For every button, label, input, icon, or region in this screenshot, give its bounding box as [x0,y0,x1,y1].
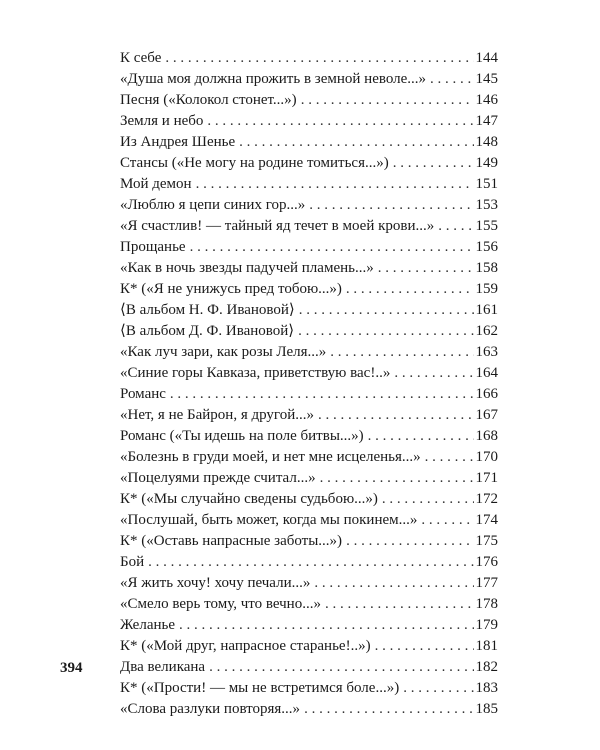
toc-leader-dots [165,48,473,69]
toc-entry-page: 168 [475,428,498,444]
toc-entry [120,342,498,363]
toc-entry-page: 164 [475,365,498,381]
toc-entry [120,111,498,132]
toc-entry-page: 163 [475,344,498,360]
toc-entry-page: 158 [475,260,498,276]
toc-entry-page: 175 [475,533,498,549]
toc-entry-page: 151 [475,176,498,192]
toc-entry-page: 170 [475,449,498,465]
toc-entry [120,594,498,615]
toc-entry-title: К* («Мой друг, напрасное старанье!..») [120,638,371,654]
toc-leader-dots [330,342,473,363]
toc-leader-dots [393,153,474,174]
toc-entry-page: 145 [475,71,498,87]
toc-entry-title: Песня («Колокол стонет...») [120,92,297,108]
toc-entry-title: Прощанье [120,239,186,255]
toc-entry-title: К* («Оставь напрасные заботы...») [120,533,343,549]
toc-entry-page: 177 [475,575,498,591]
toc-entry-page: 178 [475,596,498,612]
toc-entry-title: «Я жить хочу! хочу печали...» [120,575,311,591]
page-number: 394 [60,660,83,676]
toc-entry-page: 159 [475,281,498,297]
toc-entry-title: К* («Я не унижусь пред тобою...») [120,281,342,297]
toc-entry-page: 174 [475,512,498,528]
toc-entry [120,573,498,594]
toc-entry [120,195,498,216]
toc-entry-title: «Люблю я цепи синих гор...» [120,197,306,213]
toc-leader-dots [425,447,474,468]
toc-entry-page: 161 [475,302,498,318]
toc-leader-dots [179,615,473,636]
toc-entry [120,447,498,468]
toc-entry [120,321,498,342]
toc-entry [120,174,498,195]
toc-entry [120,552,498,573]
toc-leader-dots [320,468,474,489]
toc-leader-dots [196,174,474,195]
toc-entry-title: Романс [120,386,166,402]
toc-entry-page: 148 [475,134,498,150]
toc-entry [120,510,498,531]
toc-leader-dots [304,699,473,720]
toc-entry-page: 182 [475,659,498,675]
toc-leader-dots [346,279,474,300]
toc-entry-page: 146 [475,92,498,108]
toc-entry-title: К* («Мы случайно сведены судьбою...») [120,491,378,507]
toc-entry [120,489,498,510]
toc-entry [120,279,498,300]
toc-entry-page: 181 [475,638,498,654]
toc-entry [120,48,498,69]
toc-leader-dots [314,573,473,594]
toc-entry-page: 153 [475,197,498,213]
toc-entry-title: Из Андрея Шенье [120,134,236,150]
toc-entry-title: «Поцелуями прежде считал...» [120,470,316,486]
toc-entry-title: Два великана [120,659,206,675]
toc-entry-title: «Смело верь тому, что вечно...» [120,596,321,612]
toc-entry [120,216,498,237]
toc-leader-dots [438,216,473,237]
toc-leader-dots [394,363,473,384]
toc-entry-page: 144 [475,50,498,66]
toc-entry-page: 183 [475,680,498,696]
toc-leader-dots [190,237,474,258]
toc-entry [120,300,498,321]
toc-entry-title: «Я счастлив! — тайный яд течет в моей крови...» [120,218,435,234]
toc-entry-title: Желанье [120,617,176,633]
toc-entry [120,657,498,678]
table-of-contents [120,48,498,720]
toc-entry-page: 171 [475,470,498,486]
toc-entry-title: ⟨В альбом Н. Ф. Ивановой⟩ [120,302,295,318]
toc-entry-page: 166 [475,386,498,402]
toc-leader-dots [207,111,473,132]
toc-entry-title: «Слова разлуки повторяя...» [120,701,301,717]
toc-entry-title: Мой демон [120,176,192,192]
toc-leader-dots [325,594,474,615]
toc-leader-dots [299,300,474,321]
toc-leader-dots [148,552,473,573]
toc-entry [120,132,498,153]
toc-entry-title: «Послушай, быть может, когда мы покинем...» [120,512,418,528]
toc-entry [120,90,498,111]
toc-leader-dots [375,636,474,657]
toc-entry [120,405,498,426]
toc-leader-dots [301,90,474,111]
toc-entry-title: Стансы («Не могу на родине томиться...») [120,155,389,171]
toc-entry-page: 155 [475,218,498,234]
toc-entry [120,468,498,489]
toc-entry-page: 185 [475,701,498,717]
toc-entry-title: Романс («Ты идешь на поле битвы...») [120,428,364,444]
toc-entry-page: 179 [475,617,498,633]
toc-leader-dots [209,657,473,678]
toc-entry-page: 156 [475,239,498,255]
toc-entry-title: «Нет, я не Байрон, я другой...» [120,407,314,423]
toc-leader-dots [318,405,474,426]
toc-entry [120,699,498,720]
toc-entry-title: «Душа моя должна прожить в земной неволе...» [120,71,427,87]
toc-entry-title: К себе [120,50,162,66]
toc-leader-dots [382,489,474,510]
toc-entry-page: 147 [475,113,498,129]
toc-leader-dots [298,321,473,342]
toc-entry-title: «Болезнь в груди моей, и нет мне исцеленья...» [120,449,421,465]
toc-entry [120,153,498,174]
toc-entry-page: 167 [475,407,498,423]
toc-leader-dots [239,132,473,153]
toc-entry [120,258,498,279]
toc-entry [120,363,498,384]
toc-leader-dots [421,510,473,531]
toc-entry [120,69,498,90]
toc-entry-title: «Синие горы Кавказа, приветствую вас!..» [120,365,391,381]
toc-entry-title: К* («Прости! — мы не встретимся боле...») [120,680,400,696]
toc-entry-title: Бой [120,554,145,570]
toc-entry-page: 172 [475,491,498,507]
toc-entry-title: «Как в ночь звезды падучей пламень...» [120,260,374,276]
toc-entry-page: 162 [475,323,498,339]
toc-entry [120,615,498,636]
toc-leader-dots [430,69,473,90]
toc-entry-page: 176 [475,554,498,570]
toc-entry [120,678,498,699]
toc-leader-dots [346,531,473,552]
toc-leader-dots [170,384,474,405]
toc-leader-dots [368,426,474,447]
toc-entry-title: «Как луч зари, как розы Леля...» [120,344,327,360]
toc-entry-title: Земля и небо [120,113,204,129]
toc-entry-title: ⟨В альбом Д. Ф. Ивановой⟩ [120,323,295,339]
toc-entry-page: 149 [475,155,498,171]
toc-leader-dots [403,678,473,699]
toc-entry [120,636,498,657]
toc-entry [120,426,498,447]
toc-leader-dots [378,258,474,279]
toc-leader-dots [309,195,473,216]
toc-entry [120,384,498,405]
toc-entry [120,531,498,552]
toc-entry [120,237,498,258]
